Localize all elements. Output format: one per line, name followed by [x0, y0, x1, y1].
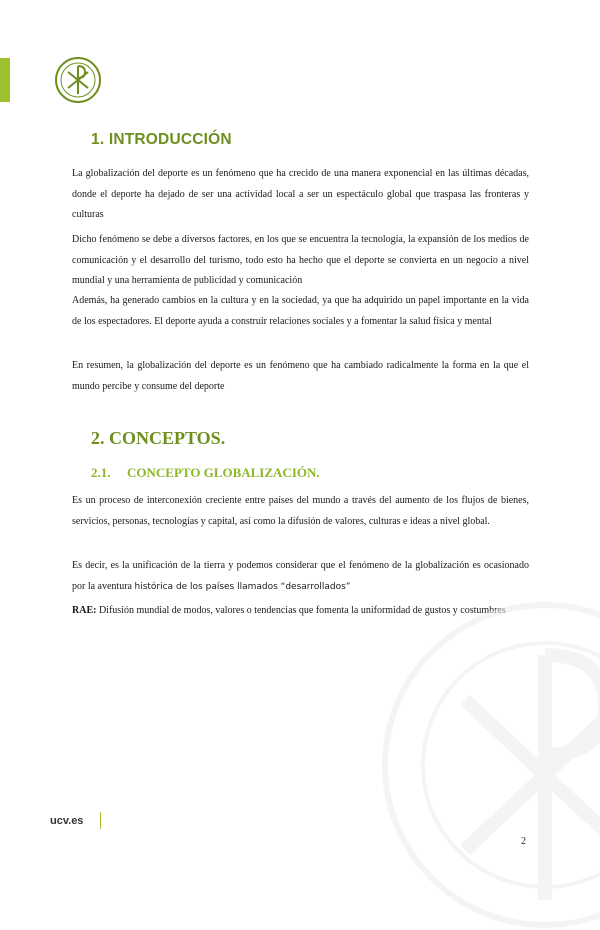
concept-paragraph-2-quote: histórica de los países llamados “desarrollados” — [134, 581, 351, 592]
page-number: 2 — [521, 836, 526, 847]
rae-text: Difusión mundial de modos, valores o tendencias que fomenta la uniformidad de gustos y costumbres — [96, 605, 506, 616]
subsection-2-1-heading — [91, 465, 320, 481]
intro-paragraph-4: En resumen, la globalización del deporte es un fenómeno que ha cambiado radicalmente la forma en la que el mundo percibe y consume del deporte — [72, 360, 529, 392]
ucv-seal-icon — [54, 56, 102, 104]
concept-paragraph-1: Es un proceso de interconexión creciente entre países del mundo a través del aumento de los flujos de bienes, servicios, personas, tecnologías y capital, así como la difusión de valores, culturas e ideas a nivel global. — [72, 495, 529, 527]
accent-side-bar — [0, 58, 10, 102]
footer-separator — [100, 812, 101, 829]
intro-paragraph-1: La globalización del deporte es un fenómeno que ha crecido de una manera exponencial en las últimas décadas, donde el deporte ha dejado de ser una actividad local a ser un espectáculo global que traspasa las fronteras y culturas — [72, 168, 529, 220]
intro-paragraph-3: Además, ha generado cambios en la cultura y en la sociedad, ya que ha adquirido un papel importante en la vida de los espectadores. El deporte ayuda a construir relaciones sociales y a fomentar la salud física y mental — [72, 295, 529, 327]
ucv-seal-watermark-icon — [380, 600, 600, 930]
subsection-number: 2.1. — [91, 465, 111, 480]
section-1-title: 1. INTRODUCCIÓN — [91, 131, 232, 148]
concept-paragraph-2 — [72, 556, 529, 597]
section-2-title: 2. CONCEPTOS. — [91, 428, 226, 448]
intro-paragraph-2: Dicho fenómeno se debe a diversos factores, en los que se encuentra la tecnología, la expansión de los medios de comunicación y el desarrollo del turismo, todo esto ha hecho que el deporte se convierta en un negocio a nivel mundial y una herramienta de publicidad y comunicación — [72, 234, 529, 286]
subsection-title: CONCEPTO GLOBALIZACIÓN. — [127, 465, 320, 480]
concept-paragraph-2-text: Es decir, es la unificación de la tierra y podemos considerar que el fenómeno de la globalización es ocasionado por la aventura — [72, 560, 529, 592]
footer-site: ucv.es — [50, 815, 84, 827]
rae-label: RAE: — [72, 605, 97, 616]
